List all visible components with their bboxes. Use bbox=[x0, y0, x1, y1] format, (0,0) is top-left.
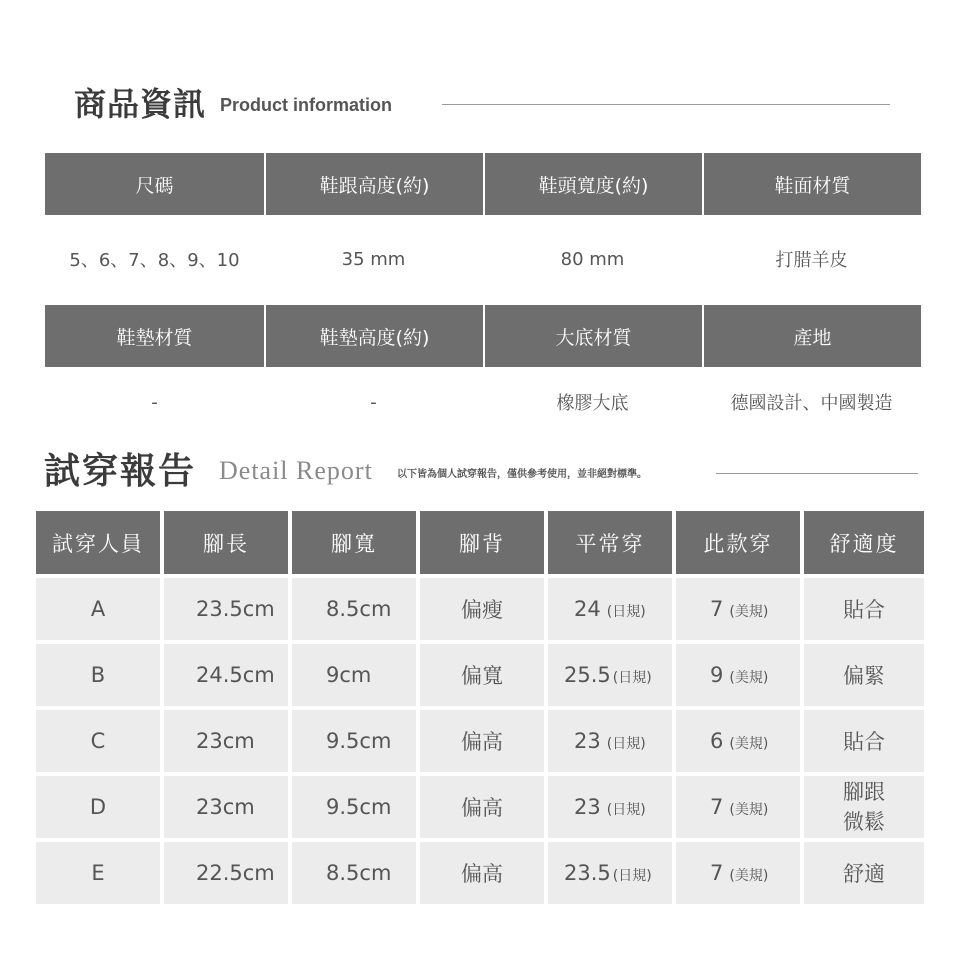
this-size-unit: (美規) bbox=[729, 736, 769, 752]
tester-cell: B bbox=[36, 640, 160, 706]
this-size-unit: (美規) bbox=[729, 868, 769, 884]
this-size-value: 7 bbox=[710, 861, 724, 885]
comfort-cell: 偏緊 bbox=[800, 640, 924, 706]
comfort-line-2: 微鬆 bbox=[843, 810, 885, 834]
col-header-instep: 腳背 bbox=[416, 511, 544, 574]
report-title: 試穿報告 bbox=[44, 450, 197, 492]
table-row bbox=[36, 574, 924, 640]
table-row bbox=[36, 772, 924, 838]
product-info-subtitle: Product information bbox=[220, 94, 393, 115]
comfort-cell: 貼合 bbox=[800, 706, 924, 772]
usual-size-value: 23.5 bbox=[564, 861, 611, 885]
col-header-usual-size: 平常穿 bbox=[544, 511, 672, 574]
spec-value-insole-height: - bbox=[370, 391, 377, 413]
instep-cell: 偏高 bbox=[416, 772, 544, 838]
this-size-cell bbox=[672, 706, 800, 772]
spec-value-heel-height: 35 mm bbox=[341, 248, 406, 270]
usual-size-unit: (日規) bbox=[612, 670, 652, 686]
table-row bbox=[36, 706, 924, 772]
usual-size-unit: (日規) bbox=[612, 868, 652, 884]
this-size-unit: (美規) bbox=[729, 670, 769, 686]
foot-length-cell: 23cm bbox=[160, 772, 288, 838]
usual-size-cell bbox=[544, 706, 672, 772]
foot-width-cell: 9cm bbox=[288, 640, 416, 706]
usual-size-cell bbox=[544, 838, 672, 904]
usual-size-value: 23 bbox=[574, 729, 601, 753]
table-header-row bbox=[36, 511, 924, 574]
spec-table-1 bbox=[45, 153, 921, 303]
report-divider bbox=[716, 473, 918, 474]
instep-cell: 偏高 bbox=[416, 838, 544, 904]
spec-header-size: 尺碼 bbox=[45, 153, 264, 215]
usual-size-unit: (日規) bbox=[606, 802, 646, 818]
spec-header-toe-width: 鞋頭寬度(約) bbox=[483, 153, 702, 215]
col-header-this-size: 此款穿 bbox=[672, 511, 800, 574]
this-size-value: 7 bbox=[710, 597, 724, 621]
foot-length-cell: 23cm bbox=[160, 706, 288, 772]
spec-value-insole-material: - bbox=[151, 391, 158, 413]
foot-width-cell: 8.5cm bbox=[288, 574, 416, 640]
usual-size-cell bbox=[544, 640, 672, 706]
comfort-cell: 貼合 bbox=[800, 574, 924, 640]
report-subtitle: Detail Report bbox=[219, 456, 373, 485]
product-info-title: 商品資訊 bbox=[74, 85, 207, 123]
spec-value-toe-width: 80 mm bbox=[560, 248, 625, 270]
instep-cell: 偏高 bbox=[416, 706, 544, 772]
foot-length-cell: 22.5cm bbox=[160, 838, 288, 904]
this-size-cell bbox=[672, 838, 800, 904]
spec-header-heel-height: 鞋跟高度(約) bbox=[264, 153, 483, 215]
comfort-line-1: 腳跟 bbox=[843, 780, 885, 804]
this-size-cell bbox=[672, 772, 800, 838]
instep-cell: 偏寬 bbox=[416, 640, 544, 706]
foot-width-cell: 9.5cm bbox=[288, 706, 416, 772]
col-header-tester: 試穿人員 bbox=[36, 511, 160, 574]
this-size-cell bbox=[672, 574, 800, 640]
spec-table-2 bbox=[45, 305, 921, 437]
comfort-cell: 舒適 bbox=[800, 838, 924, 904]
usual-size-unit: (日規) bbox=[606, 604, 646, 620]
spec-header-origin: 產地 bbox=[702, 305, 921, 367]
comfort-cell bbox=[800, 772, 924, 838]
spec-header-upper-material: 鞋面材質 bbox=[702, 153, 921, 215]
this-size-cell bbox=[672, 640, 800, 706]
usual-size-cell bbox=[544, 574, 672, 640]
this-size-unit: (美規) bbox=[729, 604, 769, 620]
usual-size-value: 24 bbox=[574, 597, 601, 621]
usual-size-value: 25.5 bbox=[564, 663, 611, 687]
spec-header-insole-material: 鞋墊材質 bbox=[45, 305, 264, 367]
spec-value-origin: 德國設計、中國製造 bbox=[730, 393, 893, 414]
this-size-value: 6 bbox=[710, 729, 724, 753]
foot-width-cell: 9.5cm bbox=[288, 772, 416, 838]
tester-cell: D bbox=[36, 772, 160, 838]
spec-header-sole-material: 大底材質 bbox=[483, 305, 702, 367]
col-header-comfort: 舒適度 bbox=[800, 511, 924, 574]
col-header-foot-width: 腳寬 bbox=[288, 511, 416, 574]
tester-cell: C bbox=[36, 706, 160, 772]
usual-size-value: 23 bbox=[574, 795, 601, 819]
foot-width-cell: 8.5cm bbox=[288, 838, 416, 904]
usual-size-unit: (日規) bbox=[606, 736, 646, 752]
tester-cell: E bbox=[36, 838, 160, 904]
spec-header-insole-height: 鞋墊高度(約) bbox=[264, 305, 483, 367]
report-note: 以下皆為個人試穿報告，僅供參考使用，並非絕對標準。 bbox=[397, 469, 647, 480]
tester-cell: A bbox=[36, 574, 160, 640]
instep-cell: 偏瘦 bbox=[416, 574, 544, 640]
spec-value-size: 5、6、7、8、9、10 bbox=[69, 250, 240, 271]
product-info-divider bbox=[442, 104, 890, 105]
this-size-unit: (美規) bbox=[729, 802, 769, 818]
col-header-foot-length: 腳長 bbox=[160, 511, 288, 574]
this-size-value: 7 bbox=[710, 795, 724, 819]
fit-report-table bbox=[36, 511, 924, 904]
this-size-value: 9 bbox=[710, 663, 724, 687]
foot-length-cell: 24.5cm bbox=[160, 640, 288, 706]
table-row bbox=[36, 640, 924, 706]
usual-size-cell bbox=[544, 772, 672, 838]
foot-length-cell: 23.5cm bbox=[160, 574, 288, 640]
product-info-heading bbox=[74, 80, 392, 124]
table-row bbox=[36, 838, 924, 904]
spec-value-sole-material: 橡膠大底 bbox=[556, 393, 629, 414]
spec-value-upper-material: 打腊羊皮 bbox=[775, 250, 848, 271]
